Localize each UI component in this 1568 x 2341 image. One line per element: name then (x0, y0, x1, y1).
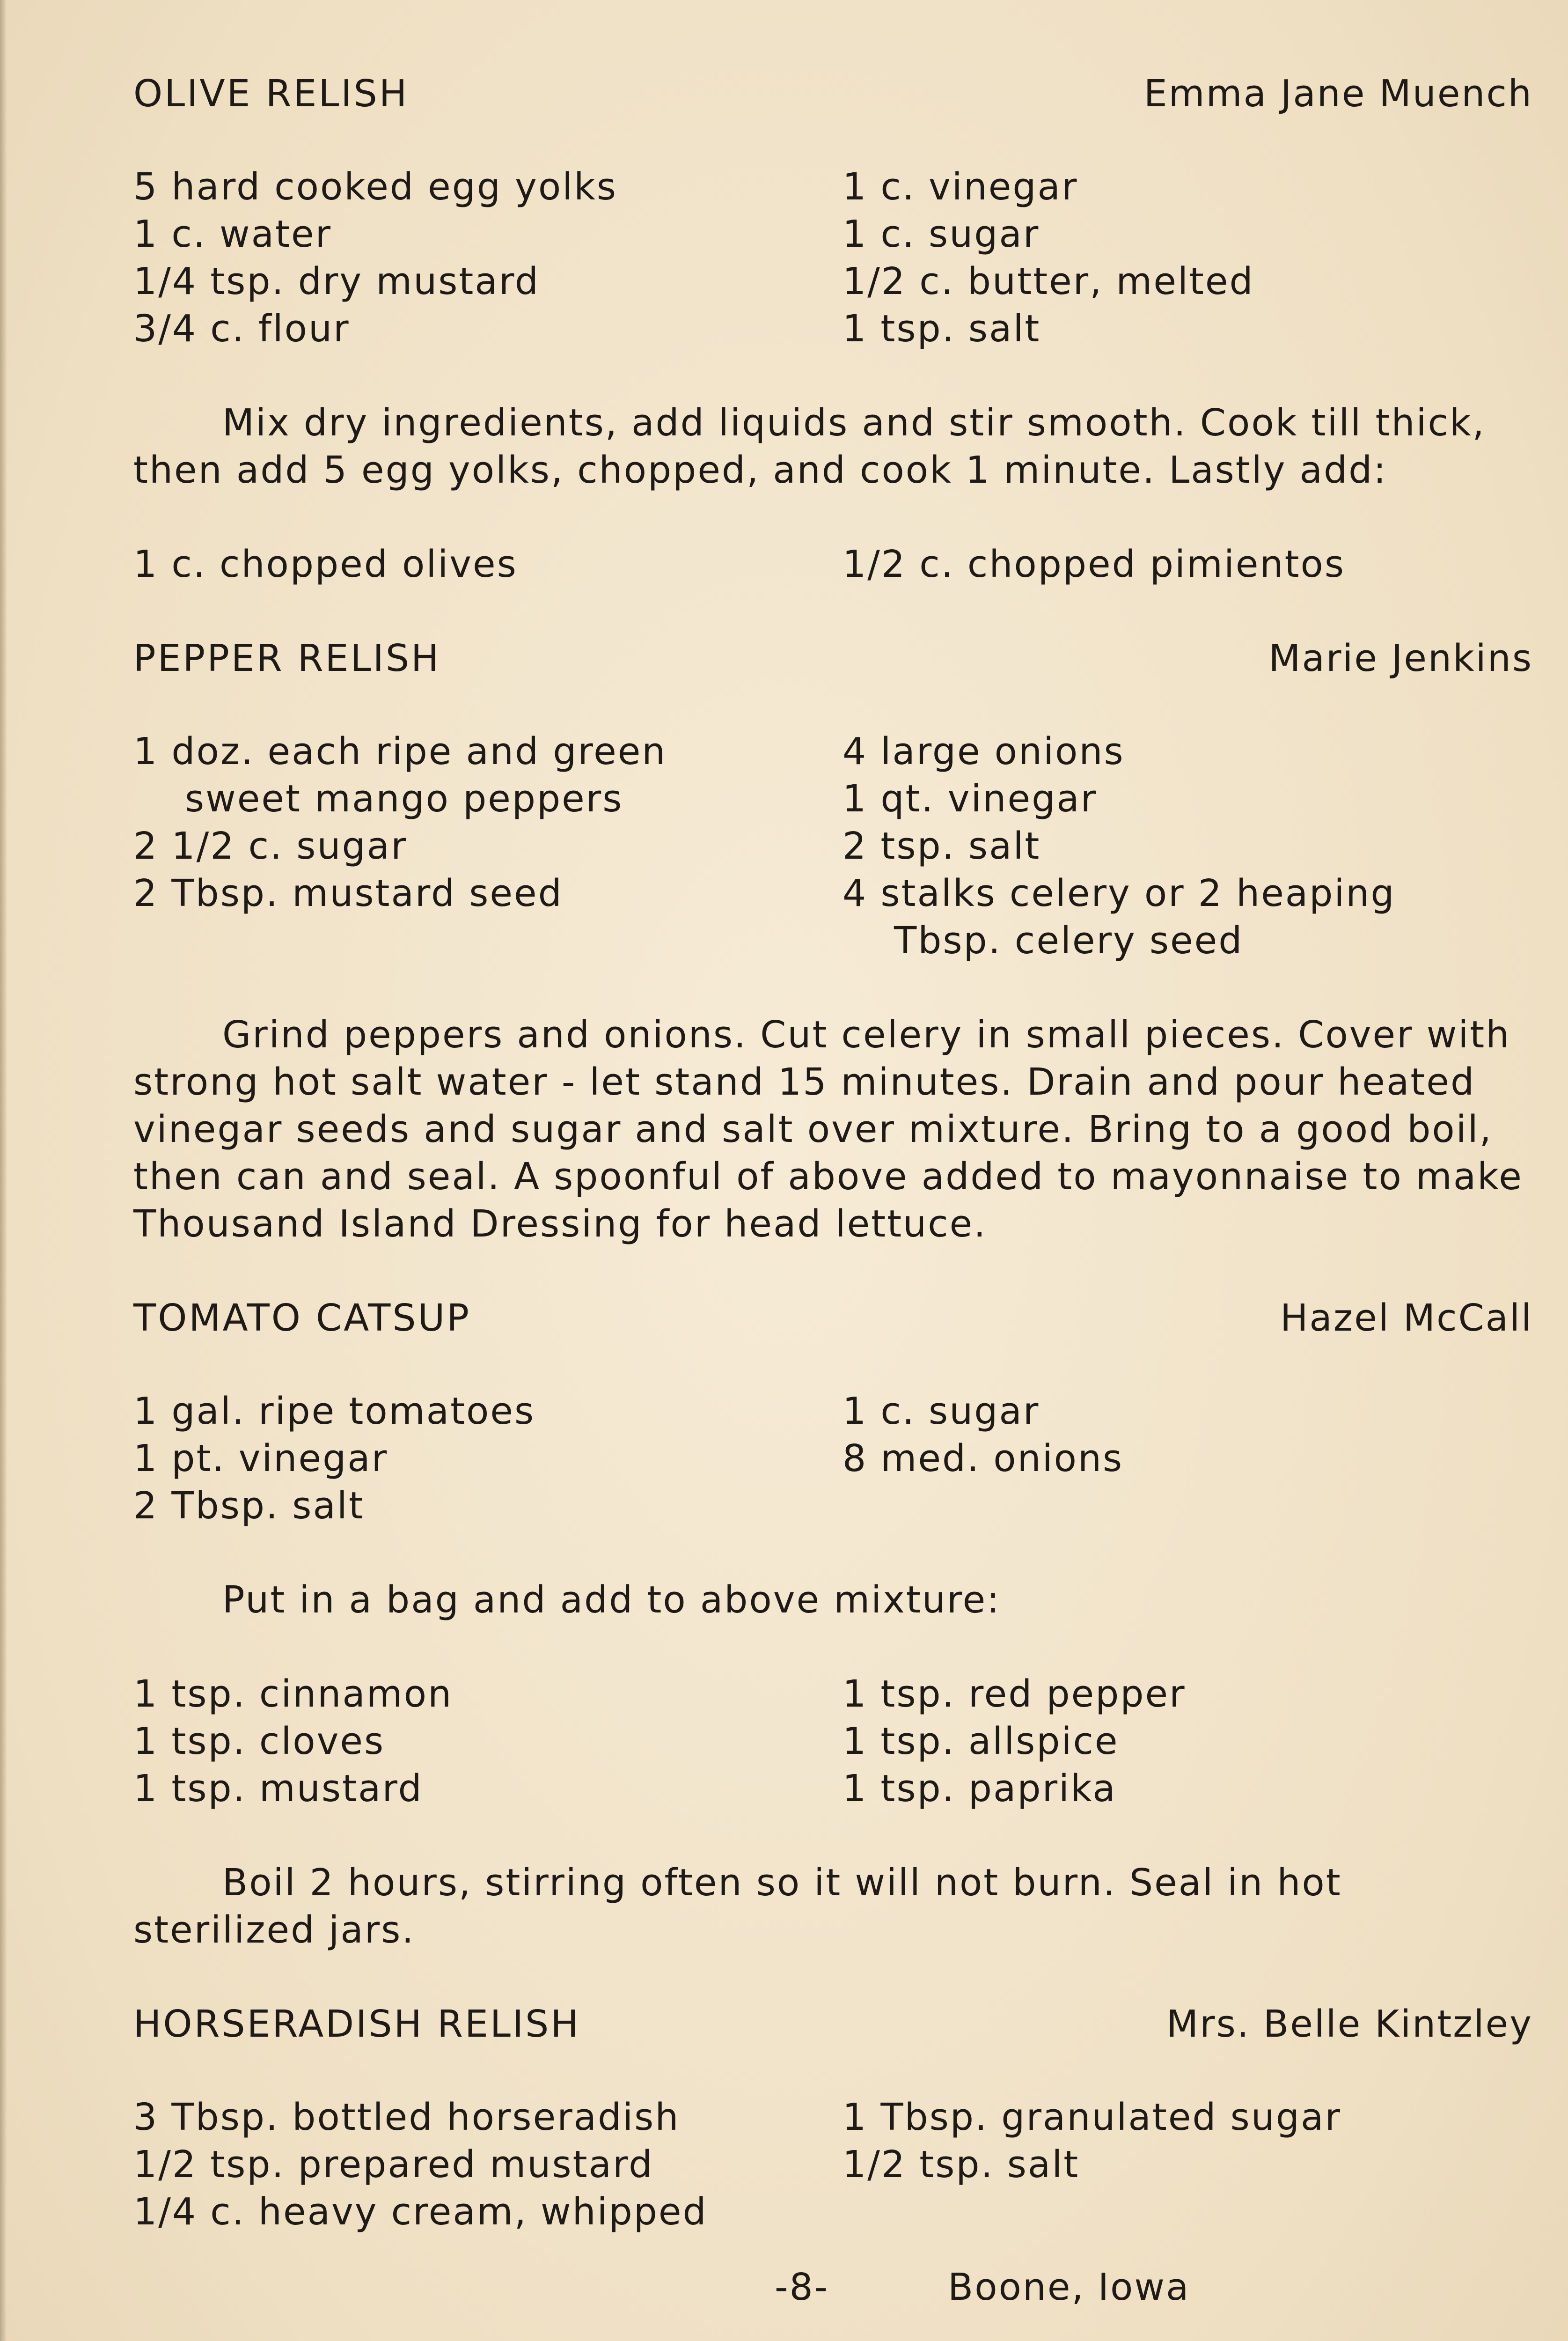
recipe-author: Emma Jane Muench (1143, 72, 1533, 115)
ingredient: 1/4 c. heavy cream, whipped (133, 2190, 708, 2233)
ingredient: 2 Tbsp. salt (133, 1484, 365, 1527)
ingredients-right (843, 2094, 1533, 2236)
ingredients-left (133, 2094, 843, 2236)
extra-right (843, 541, 1533, 588)
recipe-author: Marie Jenkins (1268, 637, 1533, 680)
ingredient: 1 tsp. salt (843, 307, 1041, 350)
ingredient: 1 Tbsp. granulated sugar (843, 2096, 1341, 2139)
ingredient: 8 med. onions (843, 1437, 1124, 1480)
recipe-horseradish-relish (133, 2001, 1533, 2236)
recipe-author: Mrs. Belle Kintzley (1166, 2002, 1533, 2046)
recipe-olive-relish (133, 70, 1533, 588)
ingredient: 1 pt. vinegar (133, 1437, 388, 1480)
ingredient: 4 stalks celery or 2 heaping (843, 872, 1396, 915)
page-binding-edge (0, 0, 7, 2341)
recipe-directions: Put in a bag and add to above mixture: (222, 1578, 1001, 1621)
recipe-tomato-catsup (133, 1295, 1533, 1954)
ingredient: 1 c. vinegar (843, 165, 1078, 208)
ingredients-right (843, 1388, 1533, 1530)
ingredient: 2 Tbsp. mustard seed (133, 872, 563, 915)
recipe-directions: Grind peppers and onions. Cut celery in small pieces. Cover with strong hot salt water - let stand 15 minutes. Drain and pour heated vinegar seeds and sugar and salt over mixture. Bring to a good boil, then can and seal. A spoonful of above added to mayonnaise to make Thousand Island Dressing for head lettuce. (133, 1013, 1523, 1245)
recipe-pepper-relish (133, 635, 1533, 1248)
spice-ingredients (133, 1671, 1533, 1812)
ingredient: 2 1/2 c. sugar (133, 825, 408, 868)
page-content (133, 70, 1533, 2311)
recipe-header (133, 70, 1533, 118)
ingredients-right (843, 163, 1533, 353)
ingredient: 1 tsp. mustard (133, 1767, 423, 1810)
spice-right (843, 1671, 1533, 1812)
page-footer (133, 2264, 1533, 2311)
ingredient: 1 tsp. allspice (843, 1720, 1119, 1763)
ingredients-left (133, 163, 843, 353)
recipe-header (133, 1295, 1533, 1342)
recipe-title: OLIVE RELISH (133, 72, 409, 115)
ingredient: 1/2 tsp. salt (843, 2143, 1080, 2186)
ingredient: 4 large onions (843, 730, 1125, 773)
spice-left (133, 1671, 843, 1812)
ingredient: 1 doz. each ripe and green (133, 730, 667, 773)
recipe-author: Hazel McCall (1280, 1296, 1533, 1340)
ingredient: 1 c. sugar (843, 213, 1040, 256)
ingredient: 1/2 tsp. prepared mustard (133, 2143, 654, 2186)
ingredient: 1 qt. vinegar (843, 777, 1098, 820)
ingredient: 1 tsp. cloves (133, 1720, 385, 1763)
recipe-header (133, 635, 1533, 682)
ingredients (133, 2094, 1533, 2236)
ingredient: 1 gal. ripe tomatoes (133, 1390, 535, 1433)
ingredients-right (843, 728, 1533, 964)
recipe-title: PEPPER RELISH (133, 637, 441, 680)
ingredient: 1 tsp. paprika (843, 1767, 1117, 1810)
ingredient: 3/4 c. flour (133, 307, 350, 350)
ingredient: 1/4 tsp. dry mustard (133, 260, 540, 303)
ingredient: 3 Tbsp. bottled horseradish (133, 2096, 680, 2139)
ingredients-left (133, 728, 843, 964)
ingredients-left (133, 1388, 843, 1530)
recipe-header (133, 2001, 1533, 2048)
recipe-title: TOMATO CATSUP (133, 1296, 471, 1340)
page-number: -8- (775, 2266, 829, 2309)
ingredient: 1 tsp. red pepper (843, 1672, 1186, 1715)
ingredient: 1 tsp. cinnamon (133, 1672, 453, 1715)
ingredients (133, 1388, 1533, 1530)
extra-ingredients (133, 541, 1533, 588)
ingredient: 1 c. sugar (843, 1390, 1040, 1433)
extra-left (133, 541, 843, 588)
ingredient: 1 c. water (133, 213, 332, 256)
ingredient: Tbsp. celery seed (894, 919, 1244, 962)
ingredients (133, 163, 1533, 353)
recipe-directions: Mix dry ingredients, add liquids and stir smooth. Cook till thick, then add 5 egg yolks, chopped, and cook 1 minute. Lastly add: (133, 401, 1486, 492)
ingredient: 5 hard cooked egg yolks (133, 165, 618, 208)
ingredient: 1/2 c. butter, melted (843, 260, 1254, 303)
ingredient: 2 tsp. salt (843, 825, 1041, 868)
ingredient: sweet mango peppers (185, 777, 623, 820)
footer-place: Boone, Iowa (948, 2266, 1190, 2309)
ingredients (133, 728, 1533, 964)
recipe-directions-final: Boil 2 hours, stirring often so it will not burn. Seal in hot sterilized jars. (133, 1861, 1342, 1951)
recipe-title: HORSERADISH RELISH (133, 2002, 580, 2046)
ingredient: 1 c. chopped olives (133, 543, 518, 586)
ingredient: 1/2 c. chopped pimientos (843, 543, 1346, 586)
